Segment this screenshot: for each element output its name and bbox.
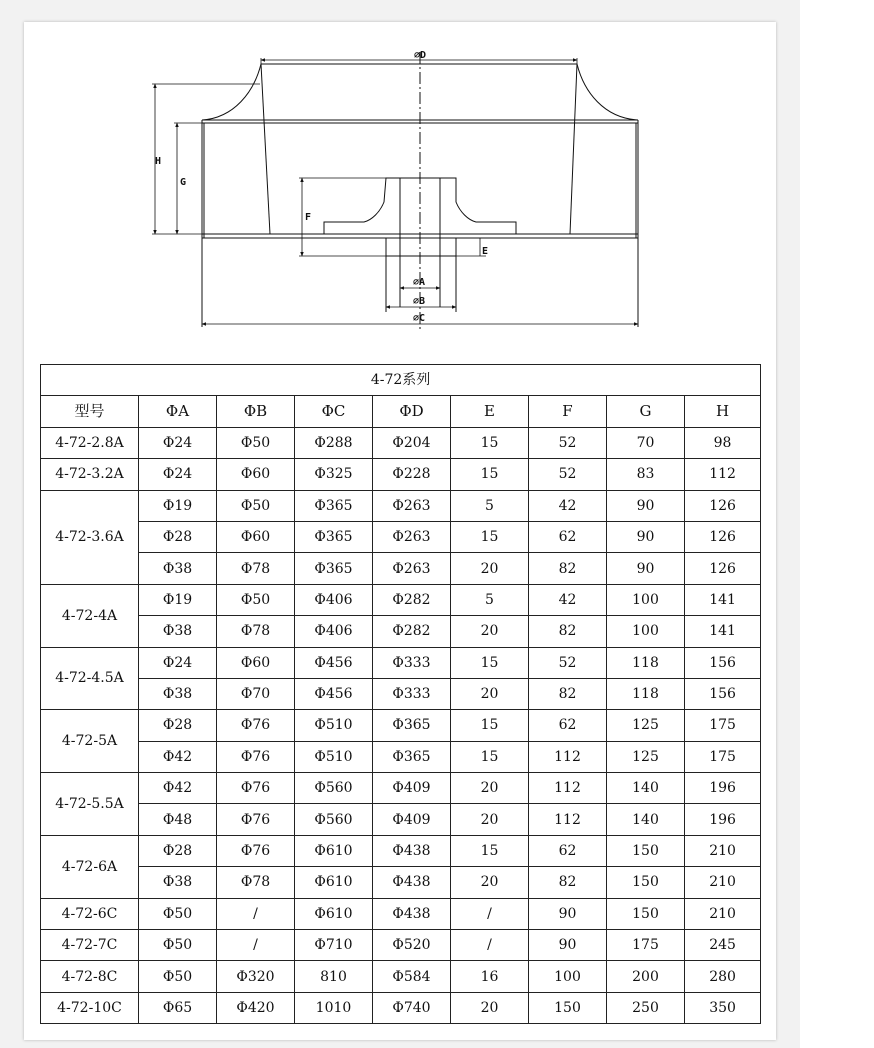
- value-cell: Φ78: [217, 553, 295, 584]
- spec-sheet-card: [24, 22, 776, 1040]
- table-row: [41, 992, 761, 1023]
- model-cell: 4-72-7C: [41, 930, 139, 961]
- value-cell: Φ610: [295, 867, 373, 898]
- value-cell: Φ76: [217, 835, 295, 866]
- value-cell: Φ38: [139, 553, 217, 584]
- column-header: E: [451, 396, 529, 427]
- table-title: 4-72系列: [41, 365, 761, 396]
- label-e: E: [482, 246, 489, 257]
- value-cell: 52: [529, 647, 607, 678]
- value-cell: 175: [685, 741, 761, 772]
- value-cell: Φ438: [373, 898, 451, 929]
- value-cell: Φ610: [295, 835, 373, 866]
- value-cell: Φ42: [139, 773, 217, 804]
- table-row: [41, 835, 761, 866]
- column-header: ΦA: [139, 396, 217, 427]
- value-cell: 20: [451, 616, 529, 647]
- table-row: [41, 647, 761, 678]
- value-cell: 141: [685, 616, 761, 647]
- table-row: [41, 710, 761, 741]
- value-cell: Φ204: [373, 427, 451, 458]
- value-cell: 196: [685, 804, 761, 835]
- model-cell: 4-72-6C: [41, 898, 139, 929]
- value-cell: 100: [607, 584, 685, 615]
- value-cell: 5: [451, 584, 529, 615]
- value-cell: Φ406: [295, 616, 373, 647]
- value-cell: Φ50: [217, 584, 295, 615]
- value-cell: Φ50: [139, 930, 217, 961]
- value-cell: 15: [451, 835, 529, 866]
- value-cell: Φ420: [217, 992, 295, 1023]
- value-cell: 82: [529, 867, 607, 898]
- value-cell: Φ76: [217, 710, 295, 741]
- value-cell: Φ50: [139, 961, 217, 992]
- value-cell: 280: [685, 961, 761, 992]
- value-cell: 175: [685, 710, 761, 741]
- value-cell: Φ76: [217, 741, 295, 772]
- table-row: [41, 804, 761, 835]
- value-cell: 70: [607, 427, 685, 458]
- value-cell: Φ78: [217, 616, 295, 647]
- value-cell: /: [451, 930, 529, 961]
- model-cell: 4-72-2.8A: [41, 427, 139, 458]
- value-cell: Φ70: [217, 678, 295, 709]
- label-f: F: [305, 212, 312, 223]
- value-cell: Φ456: [295, 647, 373, 678]
- value-cell: Φ50: [139, 898, 217, 929]
- value-cell: 125: [607, 741, 685, 772]
- value-cell: Φ282: [373, 584, 451, 615]
- value-cell: 150: [607, 867, 685, 898]
- column-header: G: [607, 396, 685, 427]
- value-cell: 150: [529, 992, 607, 1023]
- label-d: ⌀D: [414, 50, 427, 61]
- table-row: [41, 584, 761, 615]
- impeller-dimension-drawing: [24, 22, 776, 342]
- value-cell: 810: [295, 961, 373, 992]
- model-cell: 4-72-10C: [41, 992, 139, 1023]
- value-cell: 175: [607, 930, 685, 961]
- value-cell: Φ19: [139, 584, 217, 615]
- value-cell: 90: [607, 553, 685, 584]
- table-row: [41, 867, 761, 898]
- table-row: [41, 459, 761, 490]
- value-cell: 90: [529, 898, 607, 929]
- value-cell: Φ24: [139, 427, 217, 458]
- table-row: [41, 553, 761, 584]
- value-cell: Φ282: [373, 616, 451, 647]
- value-cell: 118: [607, 647, 685, 678]
- label-g: G: [180, 177, 187, 188]
- column-header: F: [529, 396, 607, 427]
- value-cell: 156: [685, 678, 761, 709]
- value-cell: Φ510: [295, 741, 373, 772]
- value-cell: 20: [451, 867, 529, 898]
- table-header-row: [41, 396, 761, 427]
- value-cell: Φ60: [217, 647, 295, 678]
- value-cell: Φ288: [295, 427, 373, 458]
- value-cell: Φ365: [373, 710, 451, 741]
- value-cell: 20: [451, 678, 529, 709]
- model-cell: 4-72-3.6A: [41, 490, 139, 584]
- value-cell: Φ76: [217, 773, 295, 804]
- table-title-row: [41, 365, 761, 396]
- value-cell: Φ24: [139, 647, 217, 678]
- value-cell: Φ60: [217, 459, 295, 490]
- value-cell: 20: [451, 804, 529, 835]
- value-cell: Φ50: [217, 427, 295, 458]
- value-cell: 15: [451, 647, 529, 678]
- table-row: [41, 773, 761, 804]
- value-cell: Φ78: [217, 867, 295, 898]
- value-cell: Φ228: [373, 459, 451, 490]
- value-cell: 82: [529, 616, 607, 647]
- table-body: [41, 427, 761, 1023]
- value-cell: Φ710: [295, 930, 373, 961]
- value-cell: 15: [451, 710, 529, 741]
- value-cell: /: [217, 930, 295, 961]
- value-cell: Φ60: [217, 521, 295, 552]
- value-cell: Φ409: [373, 773, 451, 804]
- column-header: H: [685, 396, 761, 427]
- table-row: [41, 678, 761, 709]
- value-cell: 245: [685, 930, 761, 961]
- value-cell: Φ740: [373, 992, 451, 1023]
- value-cell: Φ409: [373, 804, 451, 835]
- model-cell: 4-72-8C: [41, 961, 139, 992]
- value-cell: 42: [529, 584, 607, 615]
- label-a: ⌀A: [413, 277, 426, 288]
- value-cell: 5: [451, 490, 529, 521]
- value-cell: 20: [451, 773, 529, 804]
- value-cell: 210: [685, 835, 761, 866]
- value-cell: Φ38: [139, 678, 217, 709]
- value-cell: 82: [529, 553, 607, 584]
- value-cell: Φ584: [373, 961, 451, 992]
- value-cell: 126: [685, 490, 761, 521]
- value-cell: Φ38: [139, 616, 217, 647]
- value-cell: Φ365: [373, 741, 451, 772]
- value-cell: Φ320: [217, 961, 295, 992]
- value-cell: 200: [607, 961, 685, 992]
- dimension-spec-table: [40, 364, 761, 1024]
- value-cell: 98: [685, 427, 761, 458]
- value-cell: 112: [529, 741, 607, 772]
- value-cell: 62: [529, 521, 607, 552]
- value-cell: Φ28: [139, 521, 217, 552]
- value-cell: 156: [685, 647, 761, 678]
- value-cell: 112: [685, 459, 761, 490]
- value-cell: 52: [529, 427, 607, 458]
- value-cell: Φ50: [217, 490, 295, 521]
- value-cell: 20: [451, 992, 529, 1023]
- model-cell: 4-72-5.5A: [41, 773, 139, 836]
- value-cell: 52: [529, 459, 607, 490]
- table-row: [41, 898, 761, 929]
- value-cell: 150: [607, 835, 685, 866]
- value-cell: 90: [529, 930, 607, 961]
- value-cell: Φ19: [139, 490, 217, 521]
- label-b: ⌀B: [413, 296, 426, 307]
- value-cell: Φ38: [139, 867, 217, 898]
- value-cell: 126: [685, 521, 761, 552]
- table-row: [41, 490, 761, 521]
- value-cell: Φ406: [295, 584, 373, 615]
- table-row: [41, 930, 761, 961]
- value-cell: 1010: [295, 992, 373, 1023]
- value-cell: Φ438: [373, 867, 451, 898]
- model-cell: 4-72-4.5A: [41, 647, 139, 710]
- value-cell: 20: [451, 553, 529, 584]
- value-cell: 62: [529, 710, 607, 741]
- value-cell: 15: [451, 521, 529, 552]
- model-cell: 4-72-5A: [41, 710, 139, 773]
- table-row: [41, 521, 761, 552]
- value-cell: 250: [607, 992, 685, 1023]
- value-cell: 126: [685, 553, 761, 584]
- value-cell: Φ48: [139, 804, 217, 835]
- value-cell: Φ263: [373, 553, 451, 584]
- hub-outline: [324, 178, 516, 234]
- value-cell: 100: [607, 616, 685, 647]
- table-row: [41, 741, 761, 772]
- value-cell: 141: [685, 584, 761, 615]
- value-cell: 350: [685, 992, 761, 1023]
- value-cell: 15: [451, 459, 529, 490]
- value-cell: Φ333: [373, 678, 451, 709]
- value-cell: 90: [607, 521, 685, 552]
- column-header: ΦD: [373, 396, 451, 427]
- value-cell: 112: [529, 773, 607, 804]
- value-cell: Φ28: [139, 835, 217, 866]
- table-row: [41, 427, 761, 458]
- value-cell: Φ438: [373, 835, 451, 866]
- value-cell: Φ76: [217, 804, 295, 835]
- value-cell: 62: [529, 835, 607, 866]
- value-cell: Φ365: [295, 553, 373, 584]
- value-cell: 140: [607, 804, 685, 835]
- value-cell: Φ28: [139, 710, 217, 741]
- column-header: ΦC: [295, 396, 373, 427]
- table-row: [41, 961, 761, 992]
- value-cell: Φ520: [373, 930, 451, 961]
- value-cell: /: [217, 898, 295, 929]
- label-h: H: [155, 156, 162, 167]
- value-cell: Φ365: [295, 521, 373, 552]
- value-cell: Φ65: [139, 992, 217, 1023]
- value-cell: Φ263: [373, 490, 451, 521]
- value-cell: Φ42: [139, 741, 217, 772]
- value-cell: 112: [529, 804, 607, 835]
- value-cell: 100: [529, 961, 607, 992]
- value-cell: Φ333: [373, 647, 451, 678]
- value-cell: 15: [451, 427, 529, 458]
- value-cell: 82: [529, 678, 607, 709]
- value-cell: Φ325: [295, 459, 373, 490]
- value-cell: Φ263: [373, 521, 451, 552]
- value-cell: Φ610: [295, 898, 373, 929]
- label-c: ⌀C: [413, 313, 426, 324]
- value-cell: 210: [685, 898, 761, 929]
- value-cell: 118: [607, 678, 685, 709]
- value-cell: 210: [685, 867, 761, 898]
- value-cell: Φ560: [295, 773, 373, 804]
- table-row: [41, 616, 761, 647]
- value-cell: 150: [607, 898, 685, 929]
- value-cell: 90: [607, 490, 685, 521]
- value-cell: Φ560: [295, 804, 373, 835]
- model-cell: 4-72-6A: [41, 835, 139, 898]
- column-header: ΦB: [217, 396, 295, 427]
- value-cell: /: [451, 898, 529, 929]
- value-cell: 125: [607, 710, 685, 741]
- value-cell: Φ456: [295, 678, 373, 709]
- model-cell: 4-72-3.2A: [41, 459, 139, 490]
- value-cell: 42: [529, 490, 607, 521]
- model-cell: 4-72-4A: [41, 584, 139, 647]
- column-header: 型号: [41, 396, 139, 427]
- value-cell: 83: [607, 459, 685, 490]
- value-cell: 196: [685, 773, 761, 804]
- value-cell: Φ510: [295, 710, 373, 741]
- value-cell: 15: [451, 741, 529, 772]
- value-cell: Φ365: [295, 490, 373, 521]
- value-cell: 140: [607, 773, 685, 804]
- value-cell: 16: [451, 961, 529, 992]
- value-cell: Φ24: [139, 459, 217, 490]
